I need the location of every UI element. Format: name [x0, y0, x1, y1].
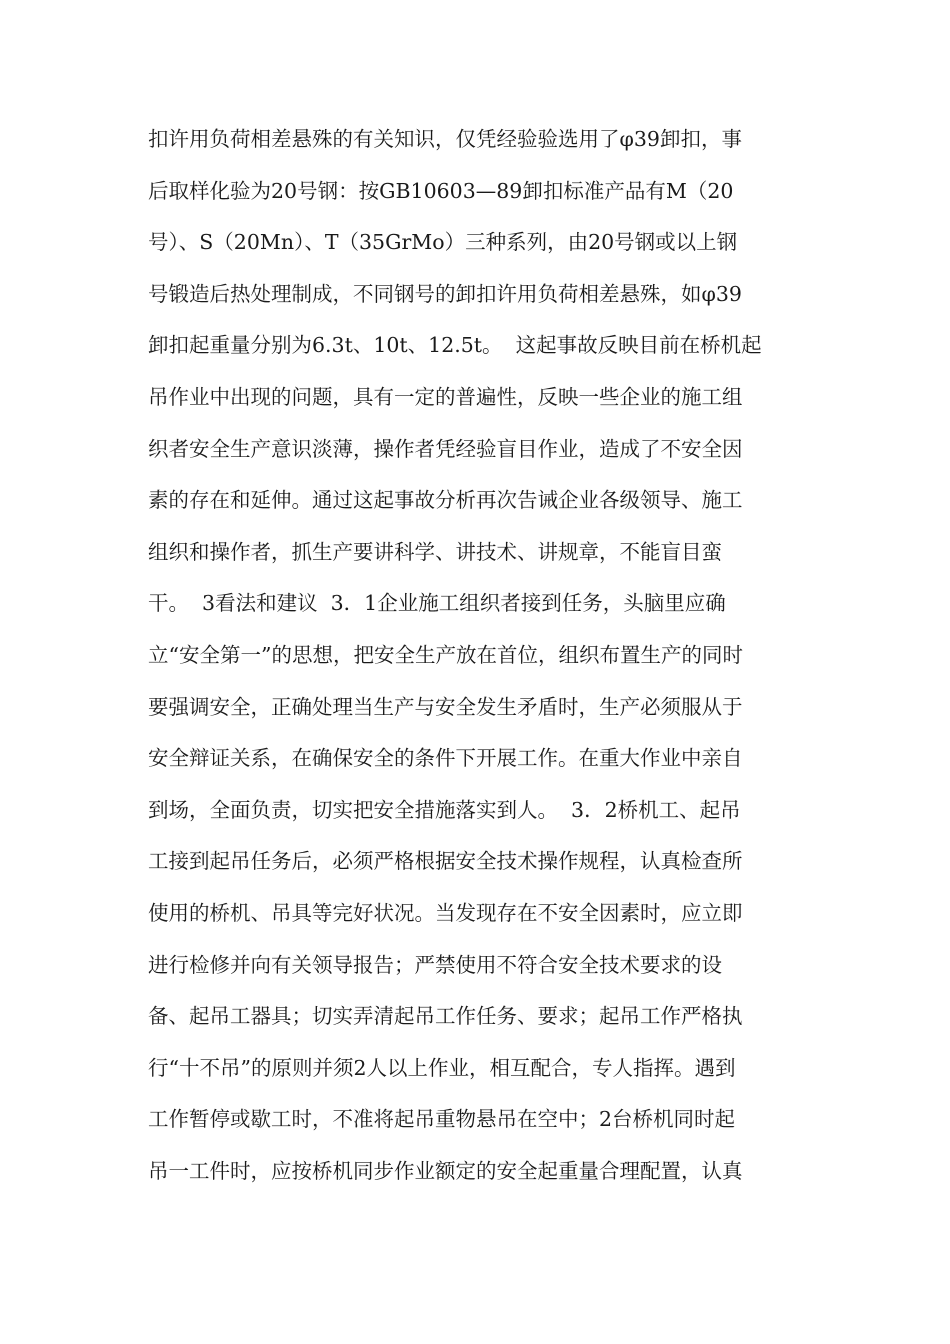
- text-line: 吊一工件时，应按桥机同步作业额定的安全起重量合理配置，认真: [148, 1158, 743, 1183]
- text-line: 素的存在和延伸。通过这起事故分析再次告诫企业各级领导、施工: [148, 488, 743, 513]
- text-line: 组织和操作者，抓生产要讲科学、讲技术、讲规章，不能盲目蛮: [148, 539, 722, 564]
- text-line: 行“十不吊”的原则并须2人以上作业，相互配合，专人指挥。遇到: [148, 1055, 736, 1080]
- text-line: 吊作业中出现的问题，具有一定的普遍性，反映一些企业的施工组: [148, 384, 743, 409]
- text-line: 到场，全面负责，切实把安全措施落实到人。 3．2桥机工、起吊: [148, 797, 741, 822]
- text-line: 工接到起吊任务后，必须严格根据安全技术操作规程，认真检查所: [148, 849, 743, 874]
- text-line: 干。 3看法和建议 3．1企业施工组织者接到任务，头脑里应确: [148, 591, 726, 616]
- text-line: 后取样化验为20号钢：按GB10603—89卸扣标准产品有M（20: [148, 178, 734, 203]
- text-line: 号）、S（20Mn）、T（35GrMo）三种系列，由20号钢或以上钢: [148, 230, 738, 255]
- text-line: 备、起吊工器具；切实弄清起吊工作任务、要求；起吊工作严格执: [148, 1004, 743, 1029]
- text-line: 立“安全第一”的思想，把安全生产放在首位，组织布置生产的同时: [148, 642, 743, 667]
- text-line: 卸扣起重量分别为6.3t、10t、12.5t。 这起事故反映目前在桥机起: [148, 333, 762, 358]
- text-line: 织者安全生产意识淡薄，操作者凭经验盲目作业，造成了不安全因: [148, 436, 743, 461]
- text-line: 号锻造后热处理制成，不同钢号的卸扣许用负荷相差悬殊，如φ39: [148, 281, 742, 306]
- text-line: 要强调安全，正确处理当生产与安全发生矛盾时，生产必须服从于: [148, 694, 743, 719]
- text-line: 工作暂停或歇工时，不准将起吊重物悬吊在空中；2台桥机同时起: [148, 1107, 736, 1132]
- text-line: 安全辩证关系，在确保安全的条件下开展工作。在重大作业中亲自: [148, 746, 743, 771]
- text-line: 扣许用负荷相差悬殊的有关知识，仅凭经验验选用了φ39卸扣，事: [148, 127, 742, 151]
- text-line: 使用的桥机、吊具等完好状况。当发现存在不安全因素时，应立即: [148, 900, 743, 925]
- body-text: [148, 114, 808, 1197]
- text-line: 进行检修并向有关领导报告；严禁使用不符合安全技术要求的设: [148, 952, 722, 977]
